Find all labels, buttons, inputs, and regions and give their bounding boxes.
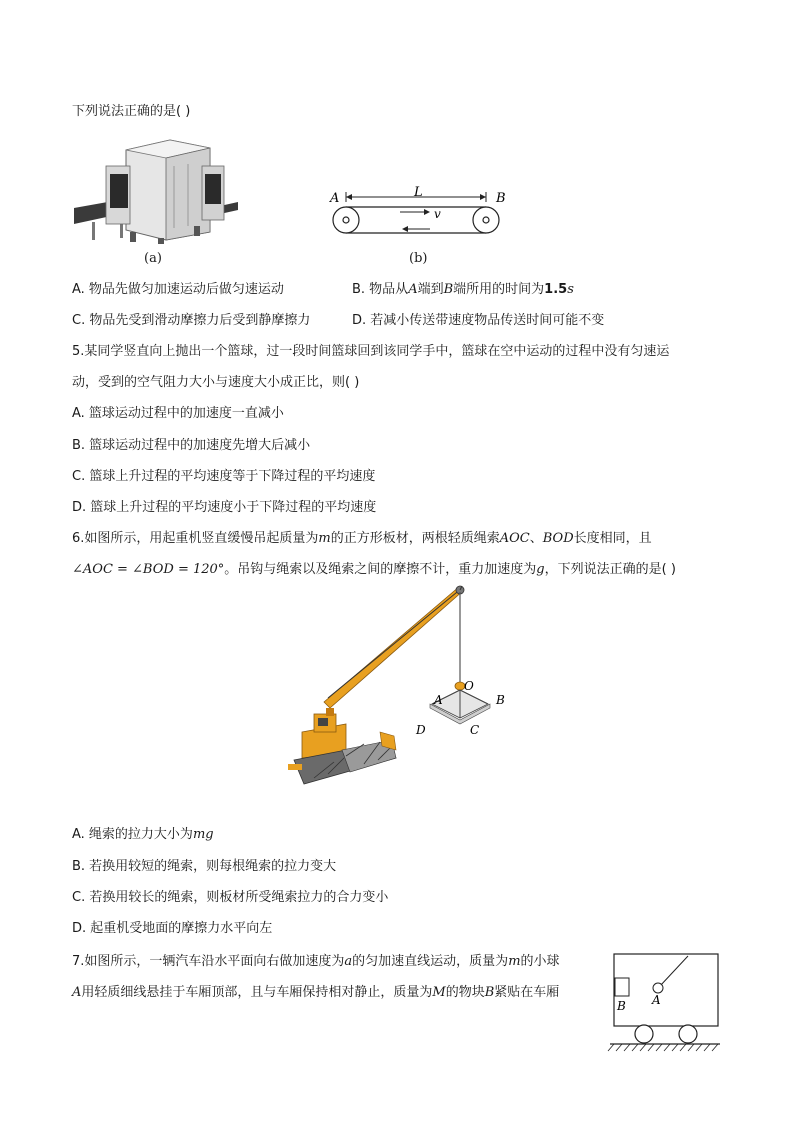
conveyor-label-a: A [330,191,340,206]
q6-stem-line2: ∠AOC = ∠BOD = 120°。吊钩与绳索以及绳索之间的摩擦不计，重力加速度为g，下列说法正确的是( ) [72,562,676,577]
q4-option-a: A. 物品先做匀加速运动后做匀速运动 [72,282,284,297]
cart-label-a: A [652,993,661,1007]
q5-stem-line1: 5.某同学竖直向上抛出一个篮球，过一段时间篮球回到该同学手中，篮球在空中运动的过程中没有匀速运 [72,344,670,359]
crane-figure [284,582,520,794]
q7-stem-line1: 7.如图所示，一辆汽车沿水平面向右做加速度为a的匀加速直线运动，质量为m的小球 [72,954,560,969]
q6-option-a: A. 绳索的拉力大小为mg [72,827,214,842]
q6-stem-line1: 6.如图所示，用起重机竖直缓慢吊起质量为m的正方形板材，两根轻质绳索AOC、BOD长度相同，且 [72,531,652,546]
crane-label-o: O [464,679,474,693]
cart-figure [606,950,724,1056]
q6-option-c: C. 若换用较长的绳索，则板材所受绳索拉力的合力变小 [72,890,389,905]
conveyor-label-b: B [496,191,506,206]
q7-stem-line2: A用轻质细线悬挂于车厢顶部，且与车厢保持相对静止，质量为M的物块B紧贴在车厢 [72,985,560,1000]
conveyor-belt-figure [322,186,512,242]
q6-option-d: D. 起重机受地面的摩擦力水平向左 [72,921,273,936]
q5-option-d: D. 篮球上升过程的平均速度小于下降过程的平均速度 [72,500,377,515]
crane-label-d: D [416,723,426,737]
q4-option-c: C. 物品先受到滑动摩擦力后受到静摩擦力 [72,313,311,328]
conveyor-label-v: v [434,207,441,221]
q6-option-b: B. 若换用较短的绳索，则每根绳索的拉力变大 [72,859,337,874]
xray-scanner-figure [70,136,240,248]
q5-option-a: A. 篮球运动过程中的加速度一直减小 [72,406,284,421]
crane-label-c: C [470,723,480,737]
q5-option-b: B. 篮球运动过程中的加速度先增大后减小 [72,438,311,453]
intro-text: 下列说法正确的是( ) [72,104,191,119]
conveyor-label-l: L [414,186,423,200]
q4-option-d: D. 若减小传送带速度物品传送时间可能不变 [352,313,605,328]
q5-stem-line2: 动，受到的空气阻力大小与速度大小成正比，则( ) [72,375,360,390]
crane-label-a: A [434,693,443,707]
figure-a-caption: (a) [144,251,162,266]
q4-option-b: B. 物品从A端到B端所用的时间为1.5s [352,282,574,297]
figure-b-caption: (b) [409,251,428,266]
q5-option-c: C. 篮球上升过程的平均速度等于下降过程的平均速度 [72,469,376,484]
cart-label-b: B [617,999,626,1013]
crane-label-b: B [496,693,505,707]
